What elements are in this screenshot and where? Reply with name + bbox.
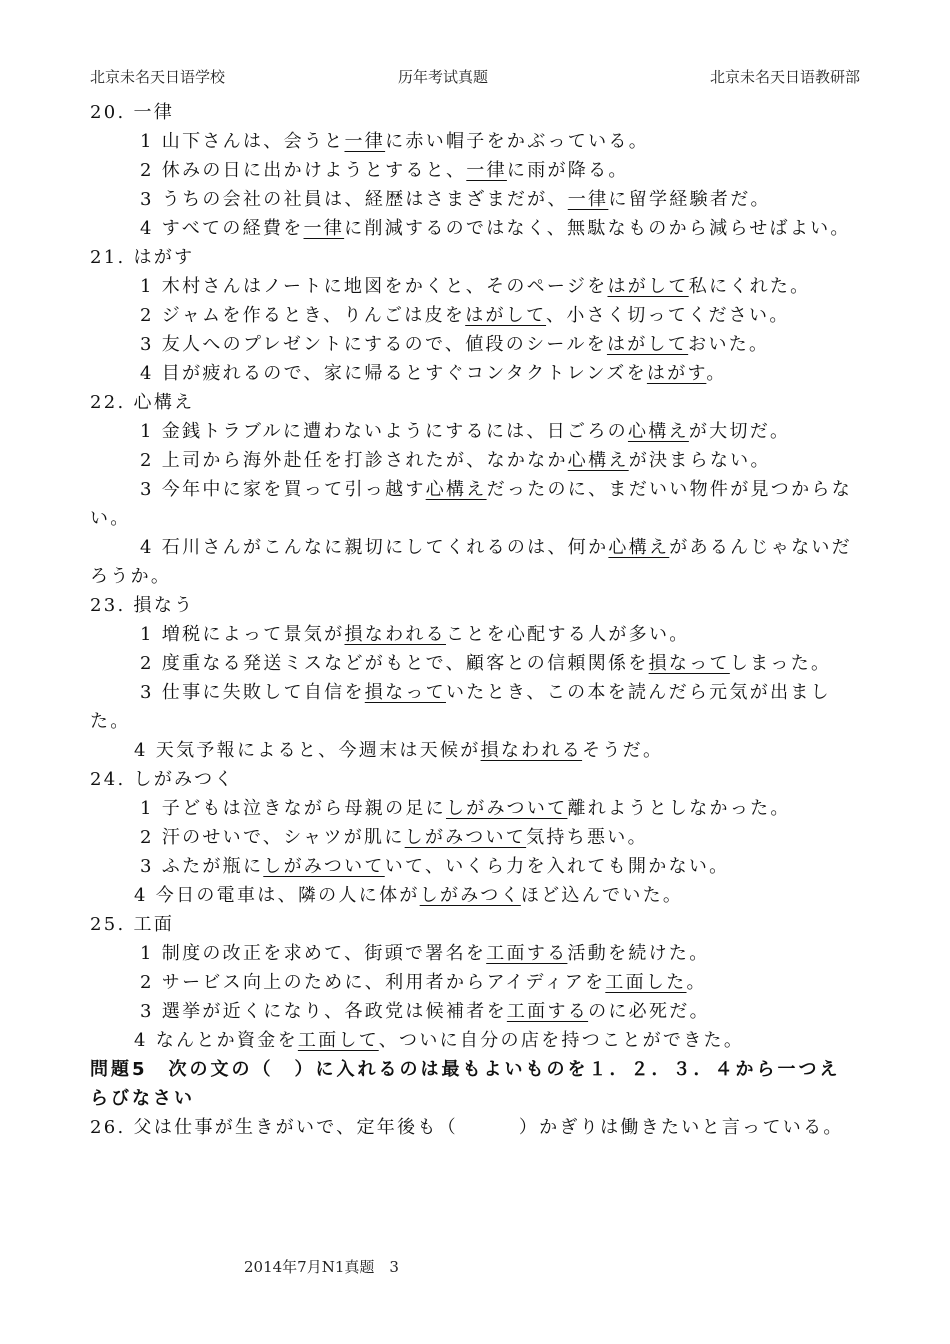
option: 3 選挙が近くになり、各政党は候補者を工面するのに必死だ。	[140, 1001, 710, 1022]
question-title: 25. 工面	[90, 914, 175, 935]
section-heading: 問題5 次の文の（ ）に入れるのは最もよいものを１．２．３．４から一つえらびなさい	[90, 1059, 841, 1109]
question-title: 23. 損なう	[90, 595, 195, 616]
page-footer: 2014年7月N1真题 3	[244, 1258, 399, 1276]
option: 1 木村さんはノートに地図をかくと、そのページをはがして私にくれた。	[140, 276, 811, 297]
option: 1 山下さんは、会うと一律に赤い帽子をかぶっている。	[140, 131, 649, 152]
option: 1 金銭トラブルに遭わないようにするには、日ごろの心構えが大切だ。	[140, 421, 791, 442]
option: 2 休みの日に出かけようとすると、一律に雨が降る。	[140, 160, 629, 181]
option: 4 今日の電車は、隣の人に体がしがみつくほど込んでいた。	[134, 885, 684, 906]
option: 4 すべての経費を一律に削減するのではなく、無駄なものから減らせばよい。	[140, 218, 851, 239]
option: 3 仕事に失敗して自信を損なっていたとき、この本を読んだら元気が出ました。	[90, 682, 831, 732]
question-title: 20. 一律	[90, 102, 175, 123]
option: 2 上司から海外赴任を打診されたが、なかなか心構えが決まらない。	[140, 450, 771, 471]
option: 1 制度の改正を求めて、街頭で署名を工面する活動を続けた。	[140, 943, 710, 964]
header-right: 北京未名天日语教研部	[709, 68, 860, 86]
page-header	[90, 66, 860, 90]
option: 2 ジャムを作るとき、りんごは皮をはがして、小さく切ってください。	[140, 305, 790, 326]
question-content	[90, 98, 860, 1142]
option: 2 度重なる発送ミスなどがもとで、顧客との信頼関係を損なってしまった。	[140, 653, 832, 674]
question-text: 26. 父は仕事が生きがいで、定年後も（ ）かぎりは働きたいと言っている。	[90, 1117, 844, 1138]
option: 4 天気予報によると、今週末は天候が損なわれるそうだ。	[134, 740, 664, 761]
header-left: 北京未名天日语学校	[90, 68, 226, 86]
option: 4 目が疲れるので、家に帰るとすぐコンタクトレンズをはがす。	[140, 363, 727, 384]
option: 3 今年中に家を買って引っ越す心構えだったのに、まだいい物件が見つからない。	[90, 479, 852, 529]
option: 1 増税によって景気が損なわれることを心配する人が多い。	[140, 624, 690, 645]
option: 2 サービス向上のために、利用者からアイディアを工面した。	[140, 972, 707, 993]
option: 2 汗のせいで、シャツが肌にしがみついて気持ち悪い。	[140, 827, 648, 848]
question-title: 21. はがす	[90, 247, 195, 268]
option: 1 子どもは泣きながら母親の足にしがみついて離れようとしなかった。	[140, 798, 791, 819]
option: 3 うちの会社の社員は、経歴はさまざまだが、一律に留学経験者だ。	[140, 189, 771, 210]
option: 3 ふたが瓶にしがみついていて、いくら力を入れても開かない。	[140, 856, 730, 877]
option: 4 石川さんがこんなに親切にしてくれるのは、何か心構えがあるんじゃないだろうか。	[90, 537, 852, 587]
option: 3 友人へのプレゼントにするので、値段のシールをはがしておいた。	[140, 334, 770, 355]
header-center: 历年考试真题	[398, 68, 489, 86]
question-title: 22. 心構え	[90, 392, 195, 413]
question-title: 24. しがみつく	[90, 769, 235, 790]
option: 4 なんとか資金を工面して、ついに自分の店を持つことができた。	[134, 1030, 745, 1051]
